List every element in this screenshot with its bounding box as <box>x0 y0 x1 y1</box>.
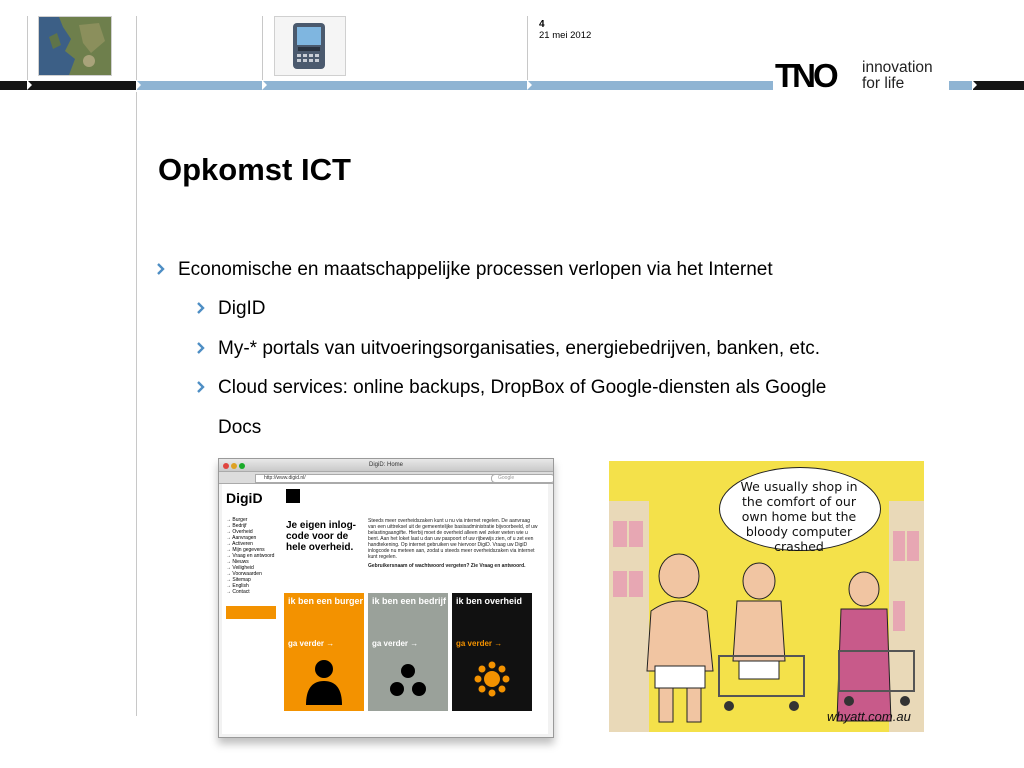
tile-cta: ga verder → <box>288 639 335 648</box>
tno-logo <box>773 58 949 96</box>
digid-paragraph <box>368 518 538 569</box>
browser-titlebar <box>219 459 553 472</box>
nav-item: → Aanvragen <box>226 535 257 541</box>
slide-number: 4 <box>539 19 545 30</box>
close-icon <box>223 463 229 469</box>
digid-intro-text: Steeds meer overheidszaken kunt u nu via internet regelen. De aanvraag van een uittreksel uit de gemeentelijke basisadministratie bijvoorbeeld, of uw belastingaangifte. Hierbij moet de overheid alleen wel zeker weten wie u bent. Aan het loket laat u dan uw paspoort of uw rijbewijs zien, of u zet een handtekening. Op internet gebruiken we hiervoor DigiD. Vraag uw DigiD inlogcode nu meteen aan, zodat u steeds meer overheidszaken via internet kunt regelen. <box>368 518 538 560</box>
person-icon <box>284 593 364 711</box>
bullet-item <box>218 376 826 400</box>
tile-title: ik ben een burger <box>288 596 364 606</box>
chevron-right-icon <box>196 377 206 397</box>
bullet-text: DigID <box>218 298 266 319</box>
nav-item: → Activeren <box>226 541 253 547</box>
browser-search: Google <box>491 474 554 483</box>
tile-title: ik ben een bedrijf <box>372 596 447 606</box>
bullet-continuation <box>218 416 261 440</box>
bullet-text: Docs <box>218 417 262 438</box>
chevron-right-icon <box>196 338 206 358</box>
digid-nav <box>226 517 274 595</box>
satellite-map-thumbnail <box>38 16 112 76</box>
digid-website-screenshot <box>218 458 554 738</box>
digid-page <box>222 484 548 734</box>
header-divider <box>262 16 263 80</box>
sun-icon <box>452 593 532 711</box>
digid-forgot-text: Gebruikersnaam of wachtwoord vergeten? Zie Vraag en antwoord. <box>368 563 526 569</box>
smartphone-thumbnail <box>274 16 346 76</box>
bullet-text: Cloud services: online backups, DropBox of Google-diensten als Google <box>218 377 827 398</box>
nav-item: → Sitemap <box>226 577 251 583</box>
tile-cta: ga verder → <box>456 639 503 648</box>
browser-toolbar <box>219 472 553 484</box>
band-chevron <box>27 80 32 90</box>
bullet-text: Economische en maatschappelijke processen verlopen via het Internet <box>178 259 773 280</box>
tno-tagline-line2: for life <box>862 75 905 92</box>
tile-bedrijf <box>368 593 448 711</box>
nav-item: → English <box>226 583 249 589</box>
nav-item: → Contact <box>226 589 250 595</box>
band-chevron <box>972 80 977 90</box>
digid-logo: DigiD <box>226 490 263 506</box>
nav-item: → Voorwaarden <box>226 571 262 577</box>
nav-item: → Overheid <box>226 529 253 535</box>
header-band-dark <box>0 81 136 90</box>
bullet-item <box>218 297 266 321</box>
group-icon <box>368 593 448 711</box>
digid-mark-icon <box>286 489 300 503</box>
nav-item: → Burger <box>226 517 248 523</box>
header-divider <box>136 16 137 80</box>
shopping-cartoon <box>609 461 924 732</box>
nav-item: → Nieuws <box>226 559 249 565</box>
tile-cta: ga verder → <box>372 639 419 648</box>
tno-tagline-line1: innovation <box>862 59 933 76</box>
tno-tagline <box>862 60 933 92</box>
bullet-item <box>178 258 773 282</box>
header-band-blue <box>137 81 787 90</box>
speech-text: We usually shop in the comfort of our own home but the bloody computer crashed <box>740 479 858 554</box>
band-chevron <box>262 80 267 90</box>
band-chevron <box>527 80 532 90</box>
digid-search-box <box>226 606 276 619</box>
nav-item: → Veiligheid <box>226 565 254 571</box>
tno-logo-text: TNO <box>775 57 836 94</box>
cartoon-signature: whyatt.com.au <box>827 709 911 724</box>
header-band-dark-right <box>973 81 1024 90</box>
slide-date: 21 mei 2012 <box>539 30 592 41</box>
tile-burger <box>284 593 364 711</box>
tile-overheid <box>452 593 532 711</box>
tile-title: ik ben overheid <box>456 596 523 606</box>
chevron-right-icon <box>196 298 206 318</box>
zoom-icon <box>239 463 245 469</box>
band-chevron <box>136 80 141 90</box>
header-divider <box>27 16 28 80</box>
digid-headline: Je eigen inlog-code voor de hele overheid. <box>286 520 357 553</box>
header-divider <box>527 16 528 80</box>
url-bar: http://www.digid.nl/ <box>255 474 495 483</box>
nav-item: → Vraag en antwoord <box>226 553 275 559</box>
bullet-text: My-* portals van uitvoeringsorganisaties, energiebedrijven, banken, etc. <box>218 338 820 359</box>
content-divider <box>136 92 137 716</box>
nav-item: → Bedrijf <box>226 523 247 529</box>
chevron-right-icon <box>156 259 166 279</box>
bullet-item <box>218 337 820 361</box>
browser-window-title: DigiD: Home <box>368 462 403 468</box>
nav-item: → Mijn gegevens <box>226 547 265 553</box>
minimize-icon <box>231 463 237 469</box>
slide-title: Opkomst ICT <box>158 152 351 187</box>
